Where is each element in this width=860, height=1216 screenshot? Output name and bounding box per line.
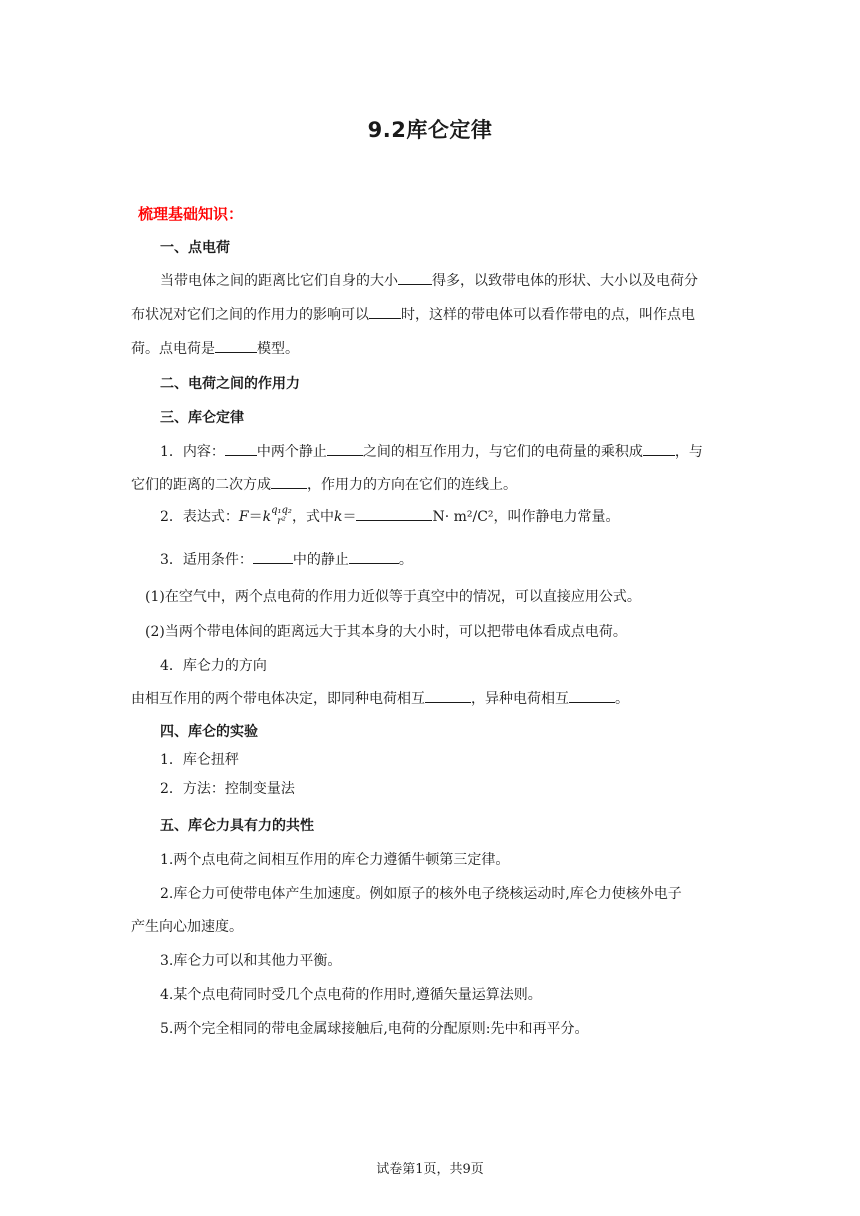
heading-coulomb-law: 三、库仑定律 <box>160 410 244 426</box>
text: 。 <box>615 691 629 707</box>
list-item: 3.库仑力可以和其他力平衡。 <box>160 953 342 969</box>
fill-blank <box>327 442 363 456</box>
paragraph-line <box>160 549 413 569</box>
formula-k: k <box>262 509 272 525</box>
fill-blank <box>569 689 615 703</box>
text: N· m²/C²，叫作静电力常量。 <box>432 509 620 525</box>
fraction <box>271 505 292 527</box>
fill-blank <box>356 507 432 521</box>
text: 得多，以致带电体的形状、大小以及电荷分 <box>432 273 698 289</box>
formula-F: F <box>238 509 249 525</box>
list-item-continued: 产生向心加速度。 <box>131 919 243 935</box>
text: 中的静止 <box>292 552 349 568</box>
text: 3．适用条件： <box>160 552 253 568</box>
fill-blank <box>398 271 432 285</box>
paragraph-line <box>131 474 517 494</box>
text: 由相互作用的两个带电体决定，即同种电荷相互 <box>131 691 425 707</box>
text: 荷。点电荷是 <box>131 341 215 357</box>
text: 模型。 <box>257 341 299 357</box>
text: ＝ <box>248 509 263 525</box>
page-footer: 试卷第1页，共9页 <box>376 1162 484 1177</box>
fill-blank <box>225 442 257 456</box>
text: 2．表达式： <box>160 509 239 525</box>
text: ，作用力的方向在它们的连线上。 <box>307 477 517 493</box>
text: 。 <box>398 552 413 568</box>
list-item: 2．方法：控制变量法 <box>160 781 295 797</box>
note-line: (1)在空气中，两个点电荷的作用力近似等于真空中的情况，可以直接应用公式。 <box>145 589 641 605</box>
heading-common-properties: 五、库仑力具有力的共性 <box>160 818 314 834</box>
fill-blank <box>253 550 293 564</box>
paragraph-line <box>131 688 629 708</box>
fill-blank <box>643 442 675 456</box>
fill-blank <box>425 689 471 703</box>
text: 之间的相互作用力，与它们的电荷量的乘积成 <box>362 444 643 460</box>
note-line: (2)当两个带电体间的距离远大于其本身的大小时，可以把带电体看成点电荷。 <box>145 624 627 640</box>
paragraph-line <box>131 338 299 358</box>
paragraph-line <box>160 441 703 461</box>
fill-blank <box>369 305 401 319</box>
list-item: 2.库仑力可使带电体产生加速度。例如原子的核外电子绕核运动时,库仑力使核外电子 <box>160 886 682 902</box>
text: 它们的距离的二次方成 <box>131 477 271 493</box>
text: ，与 <box>674 444 703 460</box>
heading-experiment: 四、库仑的实验 <box>160 724 258 740</box>
subheading: 4．库仑力的方向 <box>160 658 267 674</box>
text: 时，这样的带电体可以看作带电的点，叫作点电 <box>401 307 695 323</box>
heading-interaction: 二、电荷之间的作用力 <box>160 376 300 392</box>
text: ＝ <box>342 509 357 525</box>
fraction-numerator: q₁q₂ <box>271 505 292 516</box>
heading-point-charge: 一、点电荷 <box>160 240 230 256</box>
fill-blank <box>349 550 399 564</box>
fraction-denominator: r² <box>277 516 286 527</box>
text: ，异种电荷相互 <box>471 691 569 707</box>
text: 当带电体之间的距离比它们自身的大小 <box>160 273 398 289</box>
text: 中两个静止 <box>256 444 327 460</box>
list-item: 4.某个点电荷同时受几个点电荷的作用时,遵循矢量运算法则。 <box>160 987 542 1003</box>
section-header: 梳理基础知识： <box>138 205 244 223</box>
text: 布状况对它们之间的作用力的影响可以 <box>131 307 369 323</box>
text: ，式中 <box>291 509 334 525</box>
fill-blank <box>271 475 307 489</box>
fill-blank <box>215 339 257 353</box>
page-title: 9.2库仑定律 <box>367 118 493 142</box>
paragraph-line <box>131 304 695 324</box>
text: 1．内容： <box>160 444 225 460</box>
formula-line <box>160 506 620 527</box>
list-item: 5.两个完全相同的带电金属球接触后,电荷的分配原则:先中和再平分。 <box>160 1021 589 1037</box>
formula-k: k <box>333 509 343 525</box>
list-item: 1．库仑扭秤 <box>160 752 239 768</box>
list-item: 1.两个点电荷之间相互作用的库仑力遵循牛顿第三定律。 <box>160 852 510 868</box>
paragraph-line <box>160 270 698 290</box>
